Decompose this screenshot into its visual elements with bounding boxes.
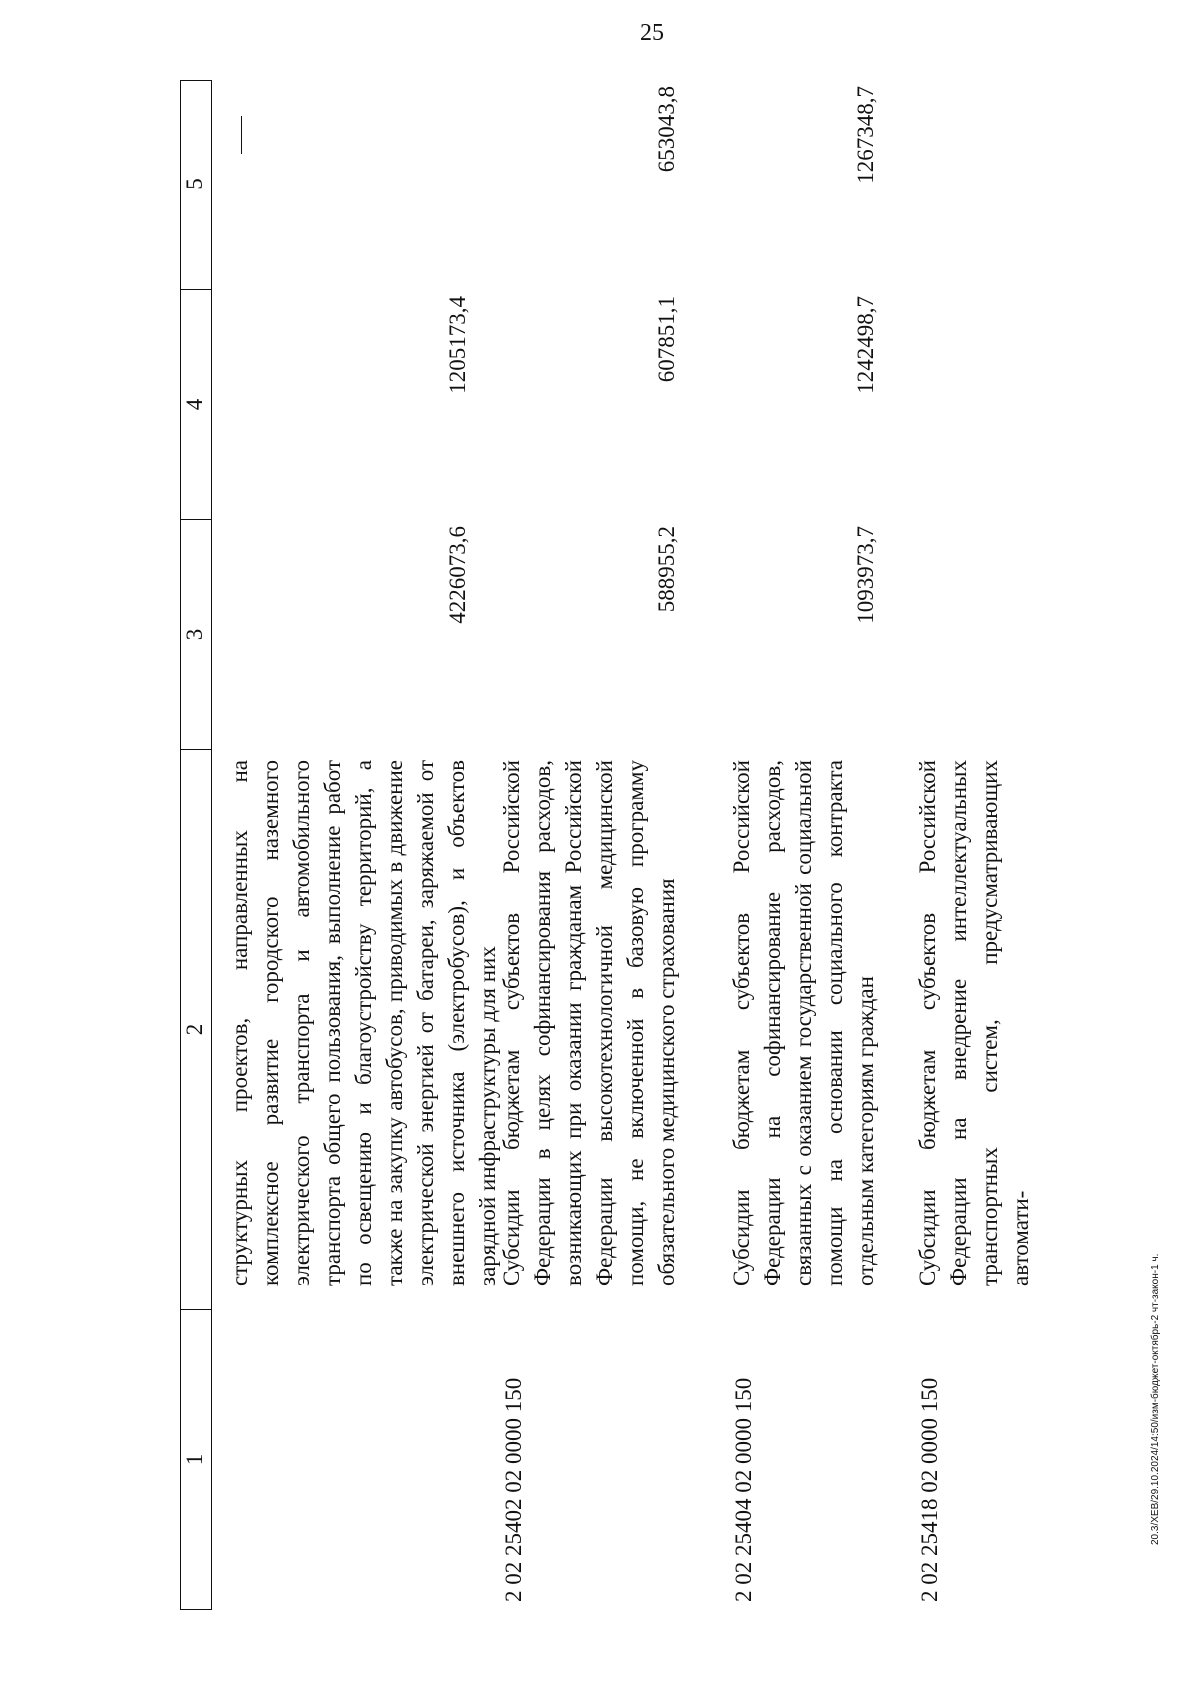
row-code: 2 02 25418 02 0000 150: [917, 1377, 942, 1602]
row-code: 2 02 25404 02 0000 150: [731, 1377, 756, 1602]
header-col-3: 3: [181, 519, 211, 749]
row-value-col5: 653043,8: [654, 86, 679, 173]
page-number: 25: [640, 20, 664, 46]
table-header: [180, 80, 212, 1610]
table-row: [912, 80, 1033, 1610]
header-col-1: 1: [181, 1309, 211, 1609]
table-row: [496, 80, 716, 1610]
row-value-col3: 4226073,6: [445, 526, 470, 624]
footer-document-code: 20.3/ХЕВ/29.10.2024/14:50/изм-бюджет-октябрь-2 чт-закон-1 ч.: [1150, 1253, 1161, 1545]
header-col-2: 2: [181, 749, 211, 1309]
budget-table: [180, 80, 1140, 1610]
row-description: Субсидии бюджетам субъектов Российской Федерации в целях софинансирования расходов, возникающих при оказании гражданам Российской Федерации высокотехнологичной медицинской помощи, не включенной в базовую программу обязательного медицинского страхования: [499, 760, 679, 1286]
row-value-col5: 1267348,7: [853, 86, 878, 184]
row-code: [224, 1310, 226, 1610]
table-row: [726, 80, 876, 1610]
row-description: Субсидии бюджетам субъектов Российской Федерации на софинансирование расходов, связанных с оказанием государственной социальной помощи на основании социального контракта отдельным категориям граждан: [729, 760, 878, 1286]
row-value-col3: 1093973,7: [853, 526, 878, 624]
row-value-col3: 588955,2: [654, 526, 679, 613]
header-col-5: 5: [182, 178, 207, 190]
row-value-col4: 1205173,4: [445, 296, 470, 394]
row-description: структурных проектов, направленных на комплексное развитие городского наземного электрического транспорта и автомобильного транспорта общего пользования, выполнение работ по освещению и благоустройству территорий, а также на закупку автобусов, приводимых в движение электрической энергией от батареи, заряжаемой от внешнего источника (электробусов), и объектов зарядной инфраструктуры для них: [227, 760, 500, 1286]
row-description: Субсидии бюджетам субъектов Российской Федерации на внедрение интеллектуальных транспортных систем, предусматривающих автомати-: [915, 760, 1033, 1286]
table-row: [224, 80, 500, 1610]
row-value-col4: 1242498,7: [853, 296, 878, 394]
header-col-4: 4: [181, 289, 211, 519]
empty-value-dash: [241, 116, 242, 154]
row-value-col4: 607851,1: [654, 296, 679, 383]
row-code: 2 02 25402 02 0000 150: [501, 1377, 526, 1602]
